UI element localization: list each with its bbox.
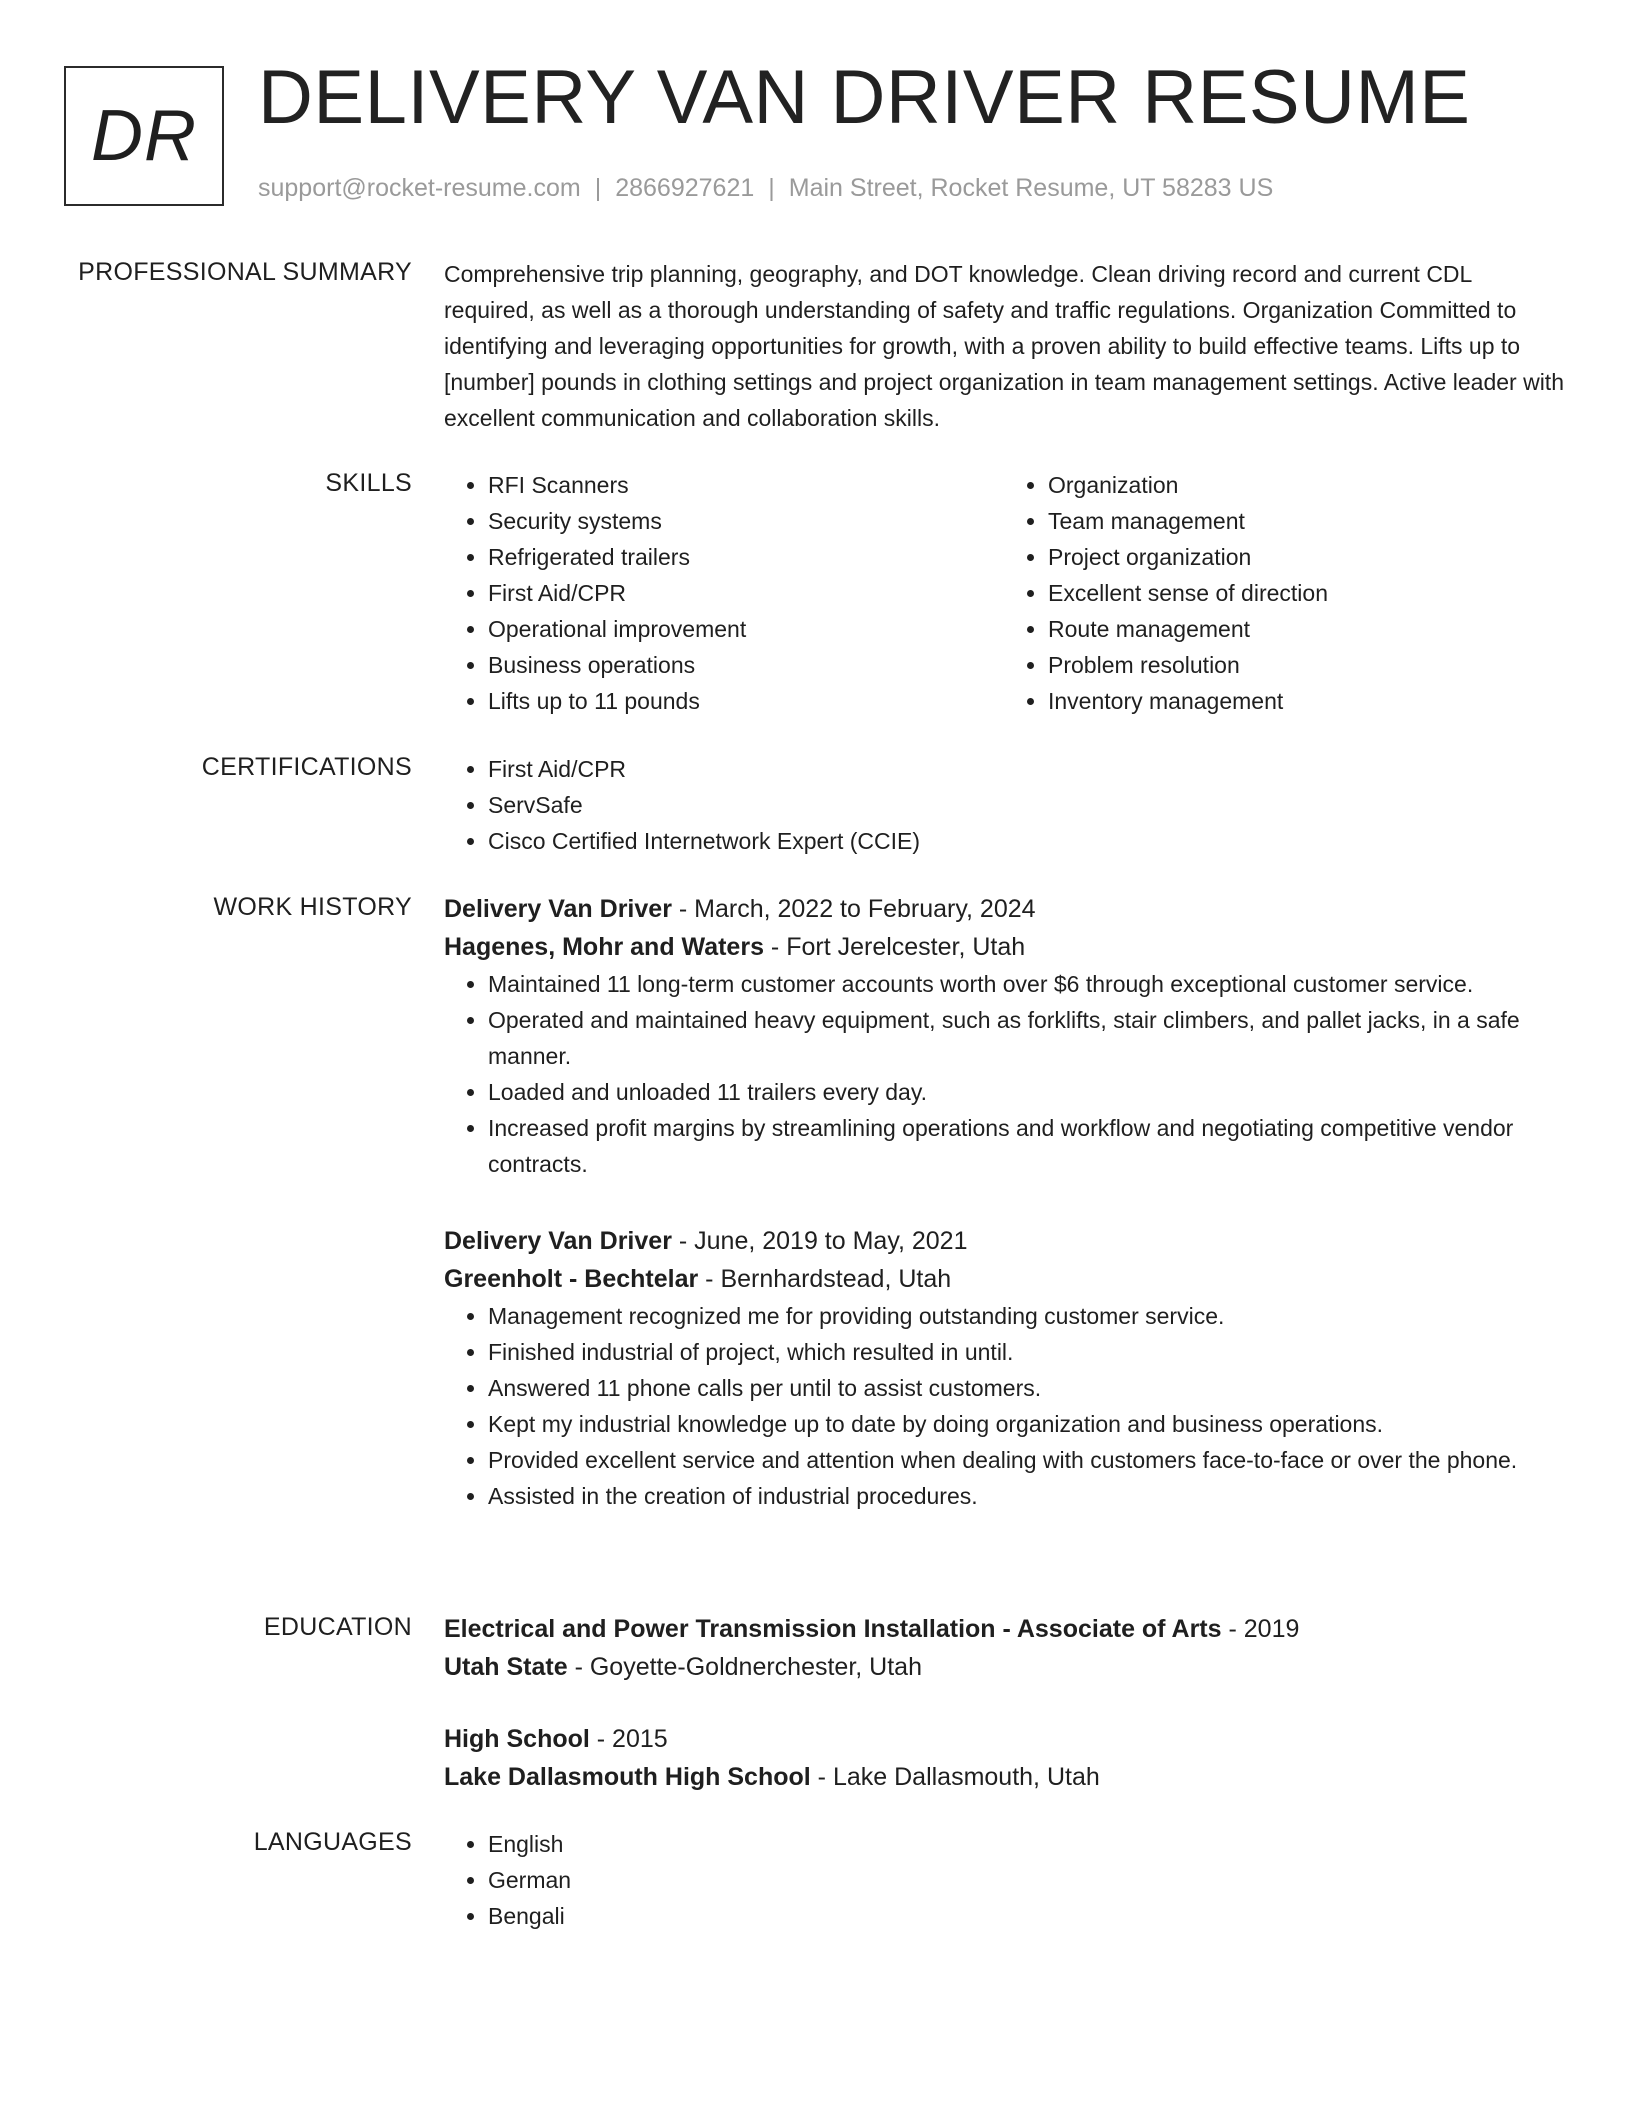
job-bullet: • Maintained 11 long-term customer accounts worth over $6 through exceptional customer service. bbox=[488, 966, 1564, 1002]
contact-separator: | bbox=[594, 174, 602, 202]
job-company: Greenholt - Bechtelar bbox=[444, 1265, 699, 1293]
certification-item: • Cisco Certified Internetwork Expert (CCIE) bbox=[488, 823, 1564, 859]
certification-item: • First Aid/CPR bbox=[488, 751, 1564, 787]
education-degree-line bbox=[444, 1720, 1564, 1758]
monogram-box bbox=[64, 66, 224, 206]
job-bullet-list bbox=[444, 966, 1564, 1182]
languages-list bbox=[444, 1826, 1564, 1934]
language-item: • English bbox=[488, 1826, 1564, 1862]
skill-item: • Lifts up to 11 pounds bbox=[488, 683, 1004, 719]
education-entry bbox=[444, 1720, 1564, 1796]
contact-phone: 2866927621 bbox=[615, 174, 755, 202]
skill-item: • Inventory management bbox=[1048, 683, 1564, 719]
languages-body bbox=[444, 1826, 1564, 1934]
section-label-education: EDUCATION bbox=[263, 1613, 412, 1641]
section-label-skills: SKILLS bbox=[325, 469, 412, 497]
contact-separator: | bbox=[768, 174, 775, 202]
job-company-line bbox=[444, 1260, 1564, 1298]
education-body bbox=[444, 1610, 1564, 1796]
certification-item: • ServSafe bbox=[488, 787, 1564, 823]
job-location: - Fort Jerelcester, Utah bbox=[763, 933, 1026, 961]
skill-item: • Problem resolution bbox=[1048, 647, 1564, 683]
section-label-summary: PROFESSIONAL SUMMARY bbox=[78, 258, 412, 286]
job-company-line bbox=[444, 928, 1564, 966]
education-year: - 2015 bbox=[589, 1725, 668, 1753]
contact-line bbox=[258, 174, 1273, 203]
job-dates: - June, 2019 to May, 2021 bbox=[671, 1227, 968, 1255]
section-label-languages: LANGUAGES bbox=[253, 1828, 412, 1856]
skill-item: • First Aid/CPR bbox=[488, 575, 1004, 611]
summary-body bbox=[444, 256, 1564, 436]
skill-item: • Security systems bbox=[488, 503, 1004, 539]
job-title-line bbox=[444, 1222, 1564, 1260]
job-bullet: • Increased profit margins by streamlining operations and workflow and negotiating competitive vendor contracts. bbox=[488, 1110, 1564, 1182]
job-company: Hagenes, Mohr and Waters bbox=[444, 933, 764, 961]
skill-item: • Route management bbox=[1048, 611, 1564, 647]
education-entry bbox=[444, 1610, 1564, 1686]
job-bullet-list bbox=[444, 1298, 1564, 1514]
job-bullet: • Loaded and unloaded 11 trailers every day. bbox=[488, 1074, 1564, 1110]
education-location: - Lake Dallasmouth, Utah bbox=[810, 1763, 1100, 1791]
skill-item: • Excellent sense of direction bbox=[1048, 575, 1564, 611]
job-entry bbox=[444, 890, 1564, 1182]
skill-item: • Business operations bbox=[488, 647, 1004, 683]
job-title-line bbox=[444, 890, 1564, 928]
education-degree: High School bbox=[444, 1725, 590, 1753]
skills-body bbox=[444, 467, 1564, 719]
contact-email: support@rocket-resume.com bbox=[258, 174, 581, 202]
skills-list-left bbox=[444, 467, 1004, 719]
education-degree-line bbox=[444, 1610, 1564, 1648]
resume-title: DELIVERY VAN DRIVER RESUME bbox=[258, 55, 1471, 140]
education-year: - 2019 bbox=[1221, 1615, 1300, 1643]
skill-item: • Team management bbox=[1048, 503, 1564, 539]
job-bullet: • Assisted in the creation of industrial procedures. bbox=[488, 1478, 1564, 1514]
job-entry bbox=[444, 1222, 1564, 1514]
job-title: Delivery Van Driver bbox=[444, 1227, 672, 1255]
skill-item: • Operational improvement bbox=[488, 611, 1004, 647]
summary-text: Comprehensive trip planning, geography, and DOT knowledge. Clean driving record and current CDL required, as well as a thorough understanding of safety and traffic regulations. Organization Committed to identifying and leveraging opportunities for growth, with a proven ability to build effective teams. Lifts up to [number] pounds in clothing settings and project organization in team management settings. Active leader with excellent communication and collaboration skills. bbox=[444, 261, 1564, 431]
language-item: • Bengali bbox=[488, 1898, 1564, 1934]
job-bullet: • Operated and maintained heavy equipment, such as forklifts, stair climbers, and pallet jacks, in a safe manner. bbox=[488, 1002, 1564, 1074]
job-location: - Bernhardstead, Utah bbox=[698, 1265, 952, 1293]
skill-item: • Refrigerated trailers bbox=[488, 539, 1004, 575]
job-bullet: • Finished industrial of project, which resulted in until. bbox=[488, 1334, 1564, 1370]
job-bullet: • Provided excellent service and attention when dealing with customers face-to-face or over the phone. bbox=[488, 1442, 1564, 1478]
job-dates: - March, 2022 to February, 2024 bbox=[671, 895, 1036, 923]
job-bullet: • Kept my industrial knowledge up to date by doing organization and business operations. bbox=[488, 1406, 1564, 1442]
job-title: Delivery Van Driver bbox=[444, 895, 672, 923]
education-school-line bbox=[444, 1648, 1564, 1686]
skill-item: • RFI Scanners bbox=[488, 467, 1004, 503]
education-school-line bbox=[444, 1758, 1564, 1796]
language-item: • German bbox=[488, 1862, 1564, 1898]
education-school: Lake Dallasmouth High School bbox=[444, 1763, 811, 1791]
certifications-body bbox=[444, 751, 1564, 859]
section-label-work-history: WORK HISTORY bbox=[213, 893, 412, 921]
section-label-certifications: CERTIFICATIONS bbox=[201, 753, 412, 781]
monogram-initials: DR bbox=[91, 96, 197, 176]
certifications-list bbox=[444, 751, 1564, 859]
skills-list-right bbox=[1004, 467, 1564, 719]
contact-address: Main Street, Rocket Resume, UT 58283 US bbox=[788, 174, 1274, 202]
skill-item: • Project organization bbox=[1048, 539, 1564, 575]
skill-item: • Organization bbox=[1048, 467, 1564, 503]
job-bullet: • Answered 11 phone calls per until to assist customers. bbox=[488, 1370, 1564, 1406]
work-history-body bbox=[444, 890, 1564, 1514]
education-school: Utah State bbox=[444, 1653, 568, 1681]
job-bullet: • Management recognized me for providing outstanding customer service. bbox=[488, 1298, 1564, 1334]
education-location: - Goyette-Goldnerchester, Utah bbox=[567, 1653, 922, 1681]
education-degree: Electrical and Power Transmission Installation - Associate of Arts bbox=[444, 1615, 1222, 1643]
